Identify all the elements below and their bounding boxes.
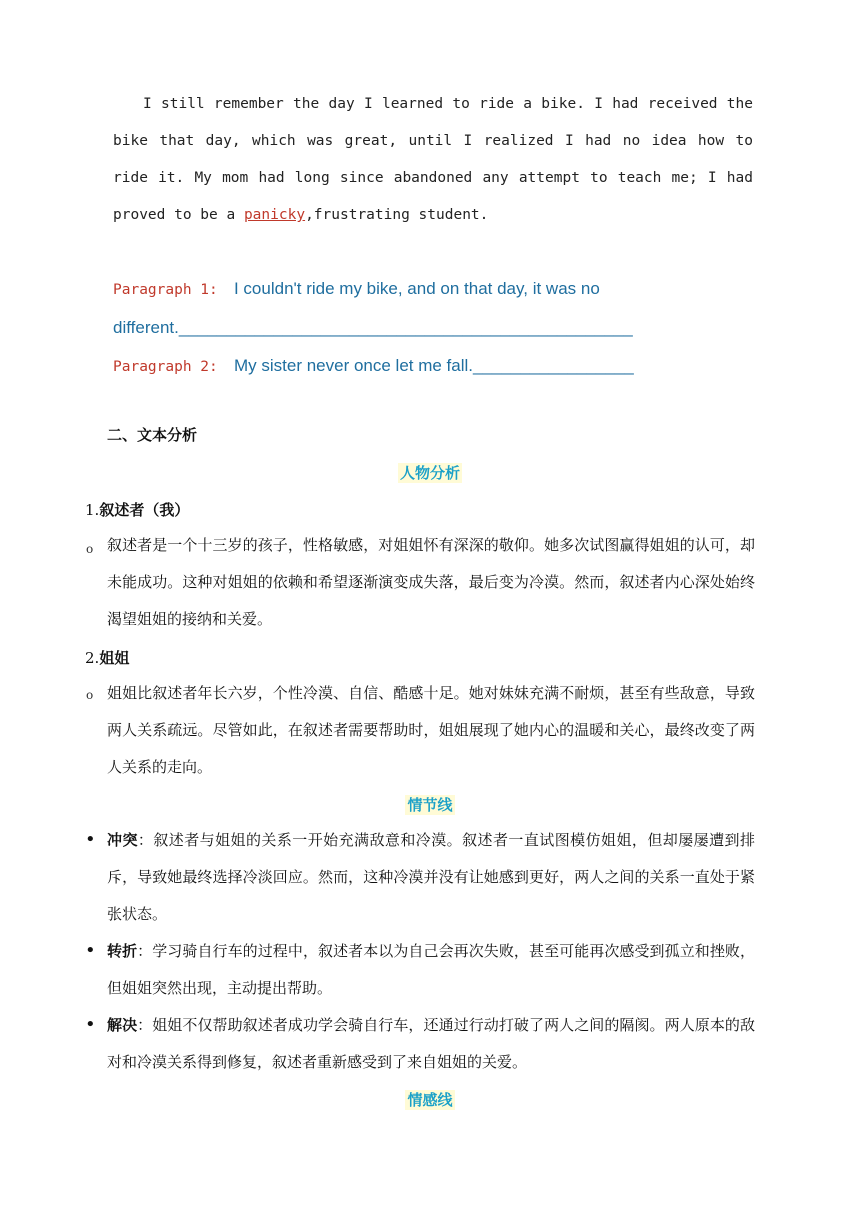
- prompt-label: Paragraph 2:: [113, 359, 218, 375]
- plot-term: 解决: [107, 1016, 138, 1034]
- excerpt-text: I still remember the day I learned to ride a bike. I had received the bike that day, which was great, until I realized I had no idea how to ride it. My mom had long since abandoned any attempt to teach me; I had proved to be a: [113, 96, 753, 223]
- character-1-description: 叙述者是一个十三岁的孩子，性格敏感，对姐姐怀有深深的敬仰。她多次试图赢得姐姐的认可，却未能成功。这种对姐姐的依赖和希望逐渐演变成失落，最后变为冷漠。然而，叙述者内心深处始终渴望姐姐的接纳和关爱。: [107, 536, 755, 628]
- item-title-text: 姐姐: [99, 649, 130, 667]
- keyword-panicky: panicky: [243, 207, 306, 223]
- plot-colon: ：: [137, 1016, 153, 1034]
- character-analysis-heading: [0, 462, 860, 483]
- story-excerpt: [113, 86, 753, 234]
- excerpt-text-end: ,frustrating student.: [305, 207, 489, 223]
- list-marker: o: [86, 688, 94, 702]
- character-2-title: [85, 647, 129, 668]
- plot-colon: ：: [137, 942, 153, 960]
- plot-term: 转折: [107, 942, 138, 960]
- prompt-label: Paragraph 1:: [113, 282, 218, 298]
- section-title: 二、文本分析: [107, 426, 198, 444]
- prompt-text: My sister never once let me fall._________________: [233, 356, 634, 375]
- item-number: 2.: [85, 649, 100, 667]
- item-number: 1.: [85, 501, 100, 519]
- heading-text: 情感线: [407, 1091, 453, 1109]
- character-2-description: 姐姐比叙述者年长六岁，个性冷漠、自信、酷感十足。她对妹妹充满不耐烦，甚至有些敌意，导致两人关系疏远。尽管如此，在叙述者需要帮助时，姐姐展现了她内心的温暖和关心，最终改变了两人关系的走向。: [107, 684, 755, 776]
- plot-heading: [0, 794, 860, 815]
- bullet-dot: •: [85, 829, 96, 850]
- character-1-title: [85, 499, 189, 520]
- plot-conflict: [107, 822, 755, 933]
- plot-term: 冲突: [107, 831, 138, 849]
- bullet-dot: •: [85, 940, 96, 961]
- prompt-text: I couldn't ride my bike, and on that day, it was no different.________________________________________________: [113, 279, 633, 337]
- list-marker: o: [86, 542, 94, 556]
- plot-text: 学习骑自行车的过程中，叙述者本以为自己会再次失败，甚至可能再次感受到孤立和挫败，但姐姐突然出现，主动提出帮助。: [107, 942, 755, 997]
- bullet-dot: •: [85, 1014, 96, 1035]
- plot-resolution: [107, 1007, 755, 1081]
- prompt-paragraph-1: [113, 270, 653, 347]
- emotion-heading: [0, 1089, 860, 1110]
- heading-text: 人物分析: [399, 464, 460, 482]
- paragraph-prompts: [113, 270, 753, 386]
- heading-text: 情节线: [407, 796, 453, 814]
- prompt-paragraph-2: [113, 347, 753, 386]
- plot-colon: ：: [137, 831, 154, 849]
- plot-text: 叙述者与姐姐的关系一开始充满敌意和冷漠。叙述者一直试图模仿姐姐，但却屡屡遭到排斥，导致她最终选择冷淡回应。然而，这种冷漠并没有让她感到更好，两人之间的关系一直处于紧张状态。: [107, 831, 755, 923]
- plot-turning-point: [107, 933, 755, 1007]
- item-title-text: 叙述者（我）: [99, 501, 190, 519]
- plot-text: 姐姐不仅帮助叙述者成功学会骑自行车，还通过行动打破了两人之间的隔阂。两人原本的敌对和冷漠关系得到修复，叙述者重新感受到了来自姐姐的关爱。: [107, 1016, 755, 1071]
